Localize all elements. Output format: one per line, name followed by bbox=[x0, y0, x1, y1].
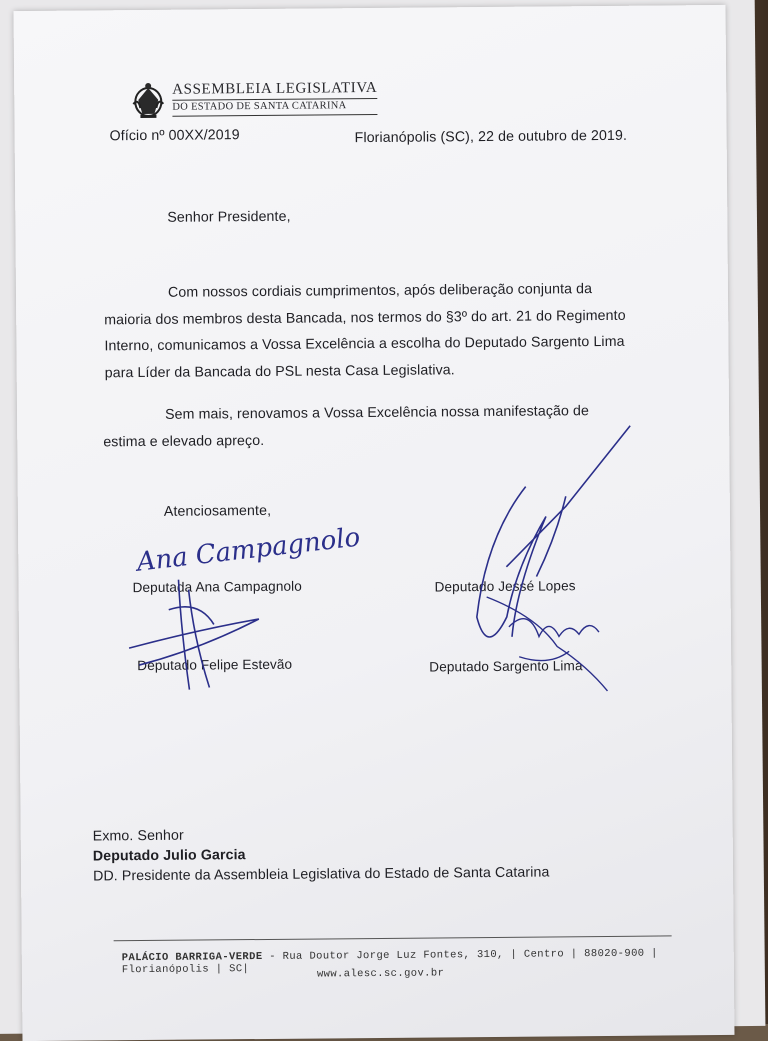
footer-website: www.alesc.sc.gov.br bbox=[316, 967, 445, 981]
footer-address-bold: PALÁCIO BARRIGA-VERDE bbox=[121, 950, 263, 965]
body-line: Interno, comunicamos a Vossa Excelência a escolha do Deputado Sargento Lima bbox=[104, 333, 625, 355]
office-number: Ofício nº 00XX/2019 bbox=[109, 127, 240, 145]
body-line: estima e elevado apreço. bbox=[103, 432, 265, 450]
letter-page bbox=[14, 5, 735, 1041]
signatory-felipe: Deputado Felipe Estevão bbox=[137, 656, 293, 674]
body-line: Com nossos cordiais cumprimentos, após deliberação conjunta da bbox=[167, 281, 593, 301]
body-line: maioria dos membros desta Bancada, nos termos do §3º do art. 21 do Regimento bbox=[104, 307, 626, 328]
signatory-jesse: Deputado Jessé Lopes bbox=[434, 578, 576, 595]
footer-address-rest: - Rua Doutor Jorge Luz Fontes, 310, | Centro | 88020-900 | Florianópolis | SC| bbox=[121, 947, 658, 977]
letterhead-line1: ASSEMBLEIA LEGISLATIVA bbox=[172, 81, 377, 101]
body-paragraph-1 bbox=[104, 276, 635, 387]
letterhead bbox=[130, 78, 377, 120]
signatory-sargento: Deputado Sargento Lima bbox=[429, 658, 583, 675]
recipient-line2: Deputado Julio Garcia bbox=[92, 847, 246, 865]
signature-jesse bbox=[445, 416, 647, 698]
closing: Atenciosamente, bbox=[163, 502, 272, 520]
salutation: Senhor Presidente, bbox=[167, 208, 291, 226]
footer-divider bbox=[114, 935, 672, 941]
date-line: Florianópolis (SC), 22 de outubro de 2019. bbox=[354, 127, 628, 147]
coat-of-arms-icon bbox=[130, 80, 166, 120]
recipient-block bbox=[93, 822, 550, 886]
body-line: Sem mais, renovamos a Vossa Excelência nossa manifestação de bbox=[164, 403, 590, 423]
signatory-ana: Deputada Ana Campagnolo bbox=[132, 578, 302, 596]
recipient-line3: DD. Presidente da Assembleia Legislativa do Estado de Santa Catarina bbox=[93, 864, 550, 885]
body-line: para Líder da Bancada do PSL nesta Casa Legislativa. bbox=[104, 361, 455, 381]
body-paragraph-2 bbox=[103, 398, 633, 456]
letterhead-line2: DO ESTADO DE SANTA CATARINA bbox=[172, 99, 377, 116]
signature-ana: Ana Campagnolo bbox=[135, 522, 362, 578]
recipient-line1: Exmo. Senhor bbox=[92, 827, 184, 845]
